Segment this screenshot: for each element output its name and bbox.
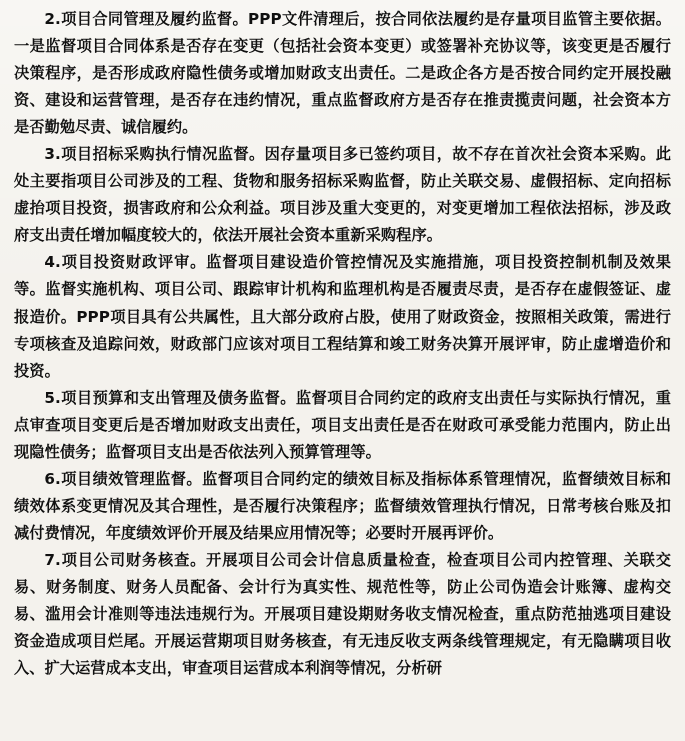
paragraph-5: 5.项目预算和支出管理及债务监督。监督项目合同约定的政府支出责任与实际执行情况，重点审查项目变更后是否增加财政支出责任，项目支出责任是否在财政可承受能力范围内，防止出现隐性债务；监督项目支出是否依法列入预算管理等。 <box>14 388 671 461</box>
paragraph-2: 2.项目合同管理及履约监督。PPP文件清理后，按合同依法履约是存量项目监管主要依据。一是监督项目合同体系是否存在变更（包括社会资本变更）或签署补充协议等，该变更是否履行决策程序，是否形成政府隐性债务或增加财政支出责任。二是政企各方是否按合同约定开展投融资、建设和运营管理，是否存在违约情况，重点监督政府方是否存在推责揽责问题，社会资本方是否勤勉尽责、诚信履约。 <box>14 10 671 137</box>
paragraph-6: 6.项目绩效管理监督。监督项目合同约定的绩效目标及指标体系管理情况，监督绩效目标和绩效体系变更情况及其合理性，是否履行决策程序；监督绩效管理执行情况，日常考核台账及扣减付费情况，年度绩效评价开展及结果应用情况等；必要时开展再评价。 <box>14 469 671 542</box>
paragraph-4: 4.项目投资财政评审。监督项目建设造价管控情况及实施措施，项目投资控制机制及效果等。监督实施机构、项目公司、跟踪审计机构和监理机构是否履责尽责，是否存在虚假签证、虚报造价。PPP项目具有公共属性，且大部分政府占股，使用了财政资金，按照相关政策，需进行专项核查及追踪问效，财政部门应该对项目工程结算和竣工财务决算开展评审，防止虚增造价和投资。 <box>14 253 671 380</box>
paragraph-3: 3.项目招标采购执行情况监督。因存量项目多已签约项目，故不存在首次社会资本采购。此处主要指项目公司涉及的工程、货物和服务招标采购监督，防止关联交易、虚假招标、定向招标虚抬项目投资，损害政府和公众利益。项目涉及重大变更的，对变更增加工程依法招标，涉及政府支出责任增加幅度较大的，依法开展社会资本重新采购程序。 <box>14 145 671 245</box>
paragraph-7: 7.项目公司财务核查。开展项目公司会计信息质量检查，检查项目公司内控管理、关联交易、财务制度、财务人员配备、会计行为真实性、规范性等，防止公司伪造会计账簿、虚构交易、滥用会计准则等违法违规行为。开展项目建设期财务收支情况检查，重点防范抽逃项目建设资金造成项目烂尾。开展运营期项目财务核查，有无违反收支两条线管理规定，有无隐瞒项目收入、扩大运营成本支出，审查项目运营成本利润等情况，分析研 <box>14 550 671 678</box>
document-body <box>14 6 671 682</box>
